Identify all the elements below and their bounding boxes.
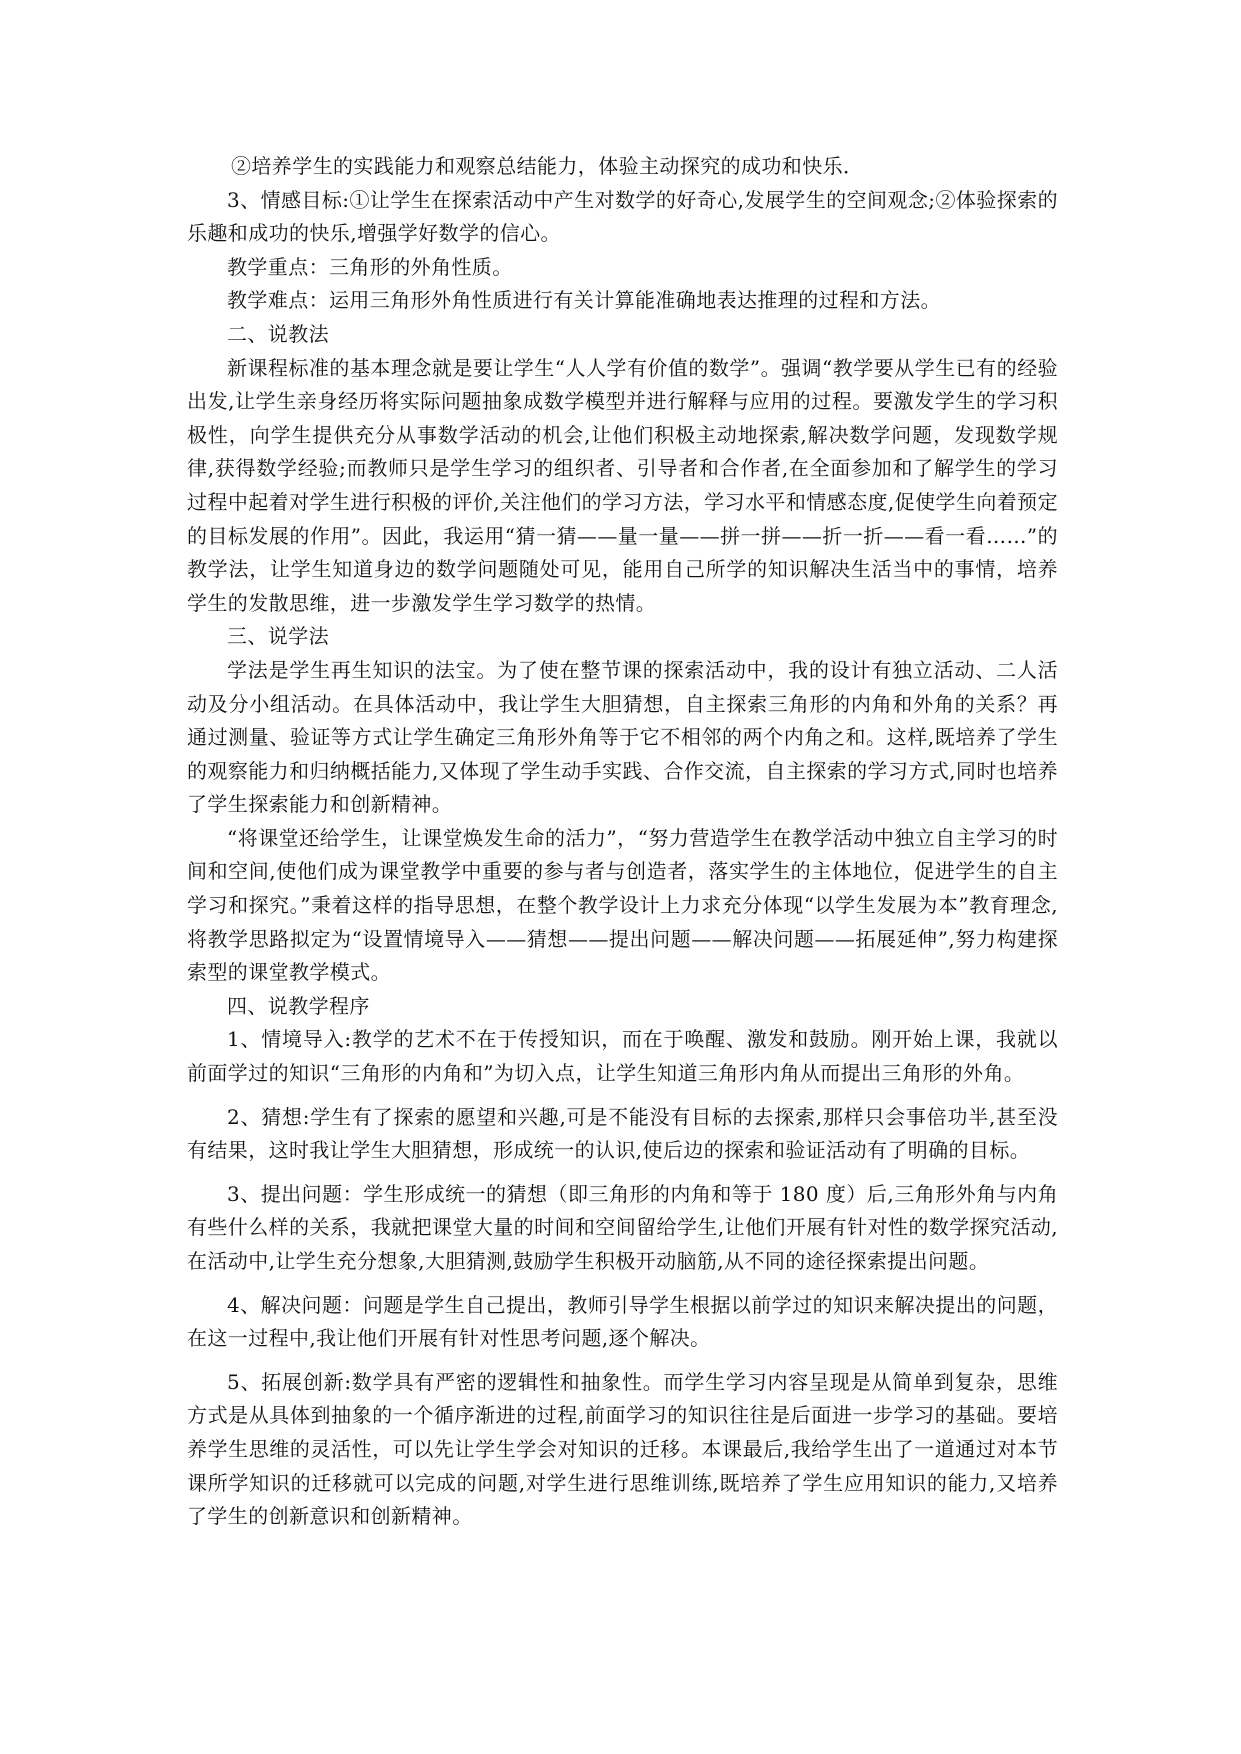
paragraph-ability-goal: ②培养学生的实践能力和观察总结能力，体验主动探究的成功和快乐． xyxy=(231,154,864,178)
section-heading-procedure: 四、说教学程序 xyxy=(227,993,370,1018)
section-heading-learning-method: 三、说学法 xyxy=(227,624,329,649)
paragraph-learning-method: 学法是学生再生知识的法宝。为了使在整节课的探索活动中，我的设计有独立活动、二人活动及分小组活动。在具体活动中，我让学生大胆猜想，自主探索三角形的内角和外角的关系？再通过测量、验证等方式让学生确定三角形外角等于它不相邻的两个内角之和。这样,既培养了学生的观察能力和归纳概括能力,又体现了学生动手实践、合作交流，自主探索的学习方式,同时也培养了学生探索能力和创新精神。 xyxy=(187,657,1058,817)
paragraph-step-intro: 1、情境导入:教学的艺术不在于传授知识，而在于唤醒、激发和鼓励。刚开始上课，我就以前面学过的知识“三角形的内角和”为切入点，让学生知道三角形内角从而提出三角形的外角。 xyxy=(187,1027,1058,1086)
paragraph-key-point: 教学重点：三角形的外角性质。 xyxy=(227,254,513,279)
paragraph-step-question: 3、提出问题：学生形成统一的猜想（即三角形的内角和等于 180 度）后,三角形外角与内角有些什么样的关系，我就把课堂大量的时间和空间留给学生,让他们开展有针对性的数学探究活动,在活动中,让学生充分想象,大胆猜测,鼓励学生积极开动脑筋,从不同的途径探索提出问题。 xyxy=(187,1181,1058,1273)
paragraph-step-guess: 2、猜想:学生有了探索的愿望和兴趣,可是不能没有目标的去探索,那样只会事倍功半,甚至没有结果，这时我让学生大胆猜想，形成统一的认识,使后边的探索和验证活动有了明确的目标。 xyxy=(187,1104,1058,1163)
paragraph-philosophy: “将课堂还给学生，让课堂焕发生命的活力”，“努力营造学生在教学活动中独立自主学习的时间和空间,使他们成为课堂教学中重要的参与者与创造者，落实学生的主体地位，促进学生的自主学习和探究。”秉着这样的指导思想，在整个教学设计上力求充分体现“以学生发展为本”教育理念,将教学思路拟定为“设置情境导入——猜想——提出问题——解决问题——拓展延伸”,努力构建探索型的课堂教学模式。 xyxy=(187,825,1058,985)
paragraph-difficulty: 教学难点：运用三角形外角性质进行有关计算能准确地表达推理的过程和方法。 xyxy=(227,288,941,313)
paragraph-step-solve: 4、解决问题：问题是学生自己提出，教师引导学生根据以前学过的知识来解决提出的问题，在这一过程中,我让他们开展有针对性思考问题,逐个解决。 xyxy=(187,1292,1058,1351)
document-page xyxy=(187,150,1058,1534)
paragraph-teaching-method: 新课程标准的基本理念就是要让学生“人人学有价值的数学”。强调“教学要从学生已有的经验出发,让学生亲身经历将实际问题抽象成数学模型并进行解释与应用的过程。要激发学生的学习积极性，向学生提供充分从事数学活动的机会,让他们积极主动地探索,解决数学问题，发现数学规律,获得数学经验;而教师只是学生学习的组织者、引导者和合作者,在全面参加和了解学生的学习过程中起着对学生进行积极的评价,关注他们的学习方法，学习水平和情感态度,促使学生向着预定的目标发展的作用”。因此，我运用“猜一猜——量一量——拼一拼——折一折——看一看……”的教学法，让学生知道身边的数学问题随处可见，能用自己所学的知识解决生活当中的事情，培养学生的发散思维，进一步激发学生学习数学的热情。 xyxy=(187,355,1058,615)
paragraph-step-extend: 5、拓展创新:数学具有严密的逻辑性和抽象性。而学生学习内容呈现是从简单到复杂，思维方式是从具体到抽象的一个循序渐进的过程,前面学习的知识往往是后面进一步学习的基础。要培养学生思维的灵活性，可以先让学生学会对知识的迁移。本课最后,我给学生出了一道通过对本节课所学知识的迁移就可以完成的问题,对学生进行思维训练,既培养了学生应用知识的能力,又培养了学生的创新意识和创新精神。 xyxy=(187,1369,1058,1529)
section-heading-teaching-method: 二、说教法 xyxy=(227,321,329,346)
paragraph-emotion-goal: 3、情感目标:①让学生在探索活动中产生对数学的好奇心,发展学生的空间观念;②体验探索的乐趣和成功的快乐,增强学好数学的信心。 xyxy=(187,187,1058,246)
